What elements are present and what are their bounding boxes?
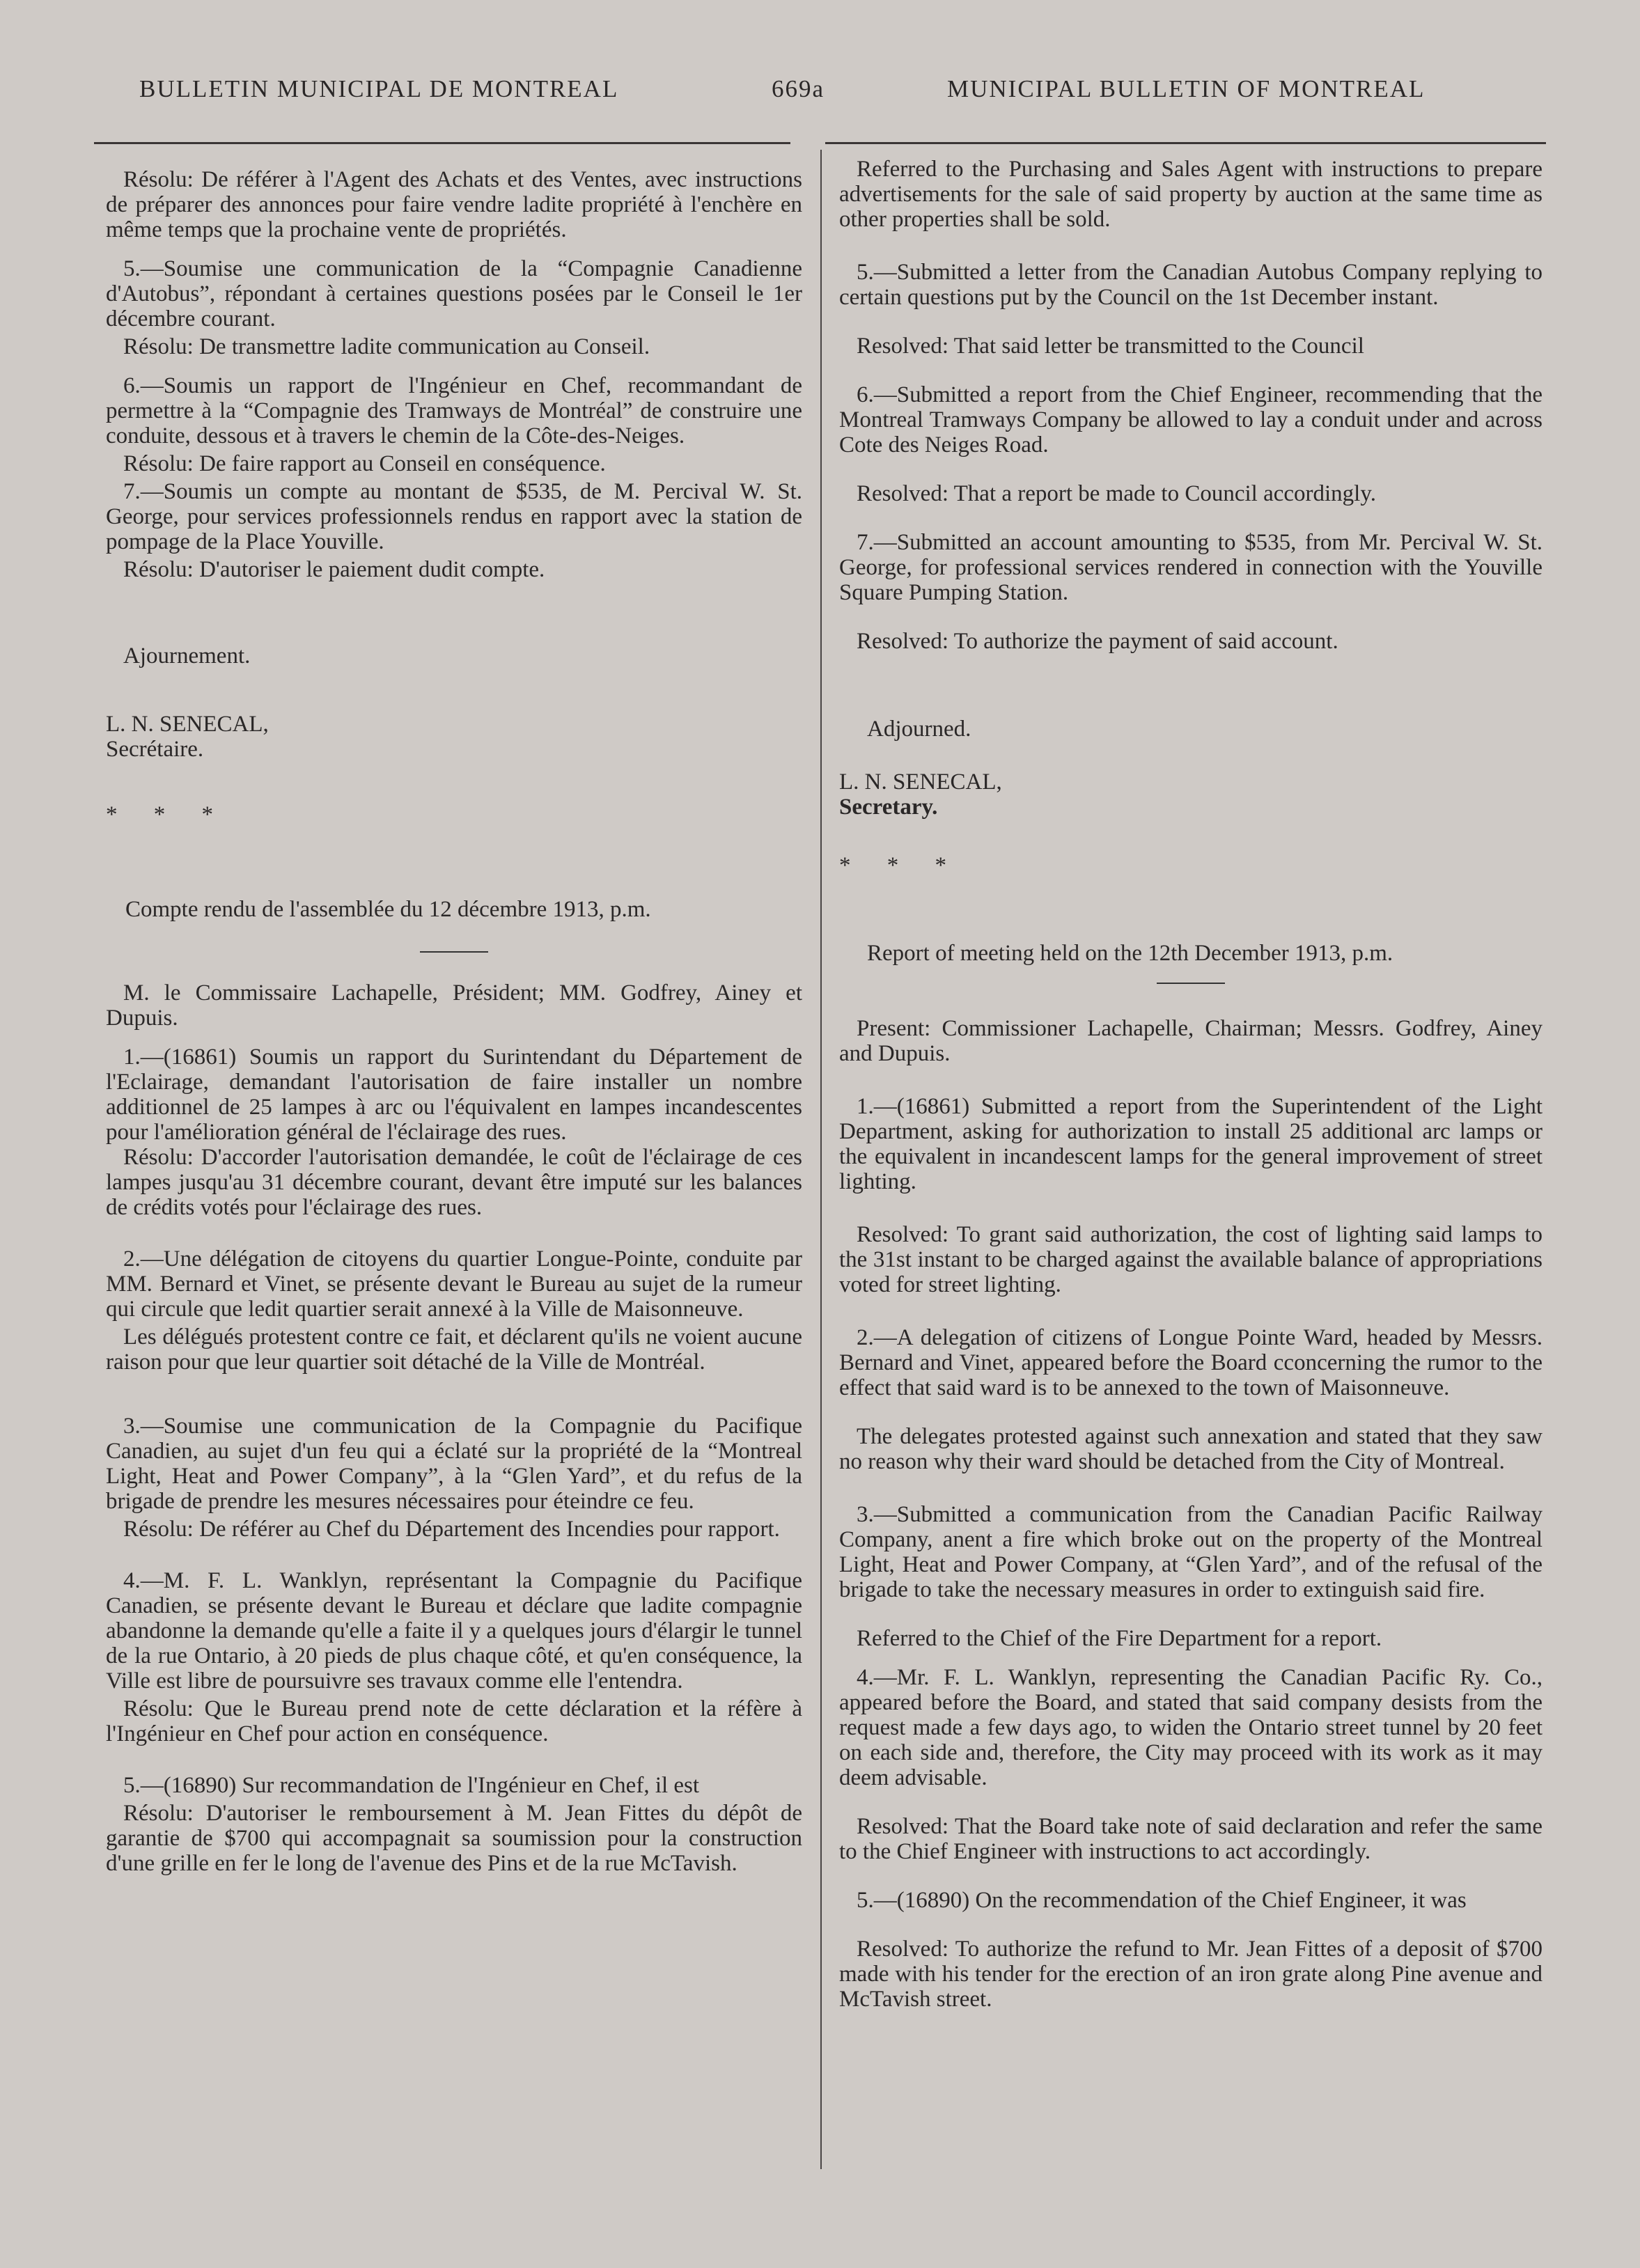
en-item: Resolved: To grant said authorization, the cost of lighting said lamps to the 31st instant to be charged against the available balance of appropriations voted for street lighting. <box>839 1222 1543 1297</box>
en-item: Referred to the Chief of the Fire Department for a report. <box>857 1626 1382 1651</box>
fr-item: Résolu: D'autoriser le remboursement à M. Jean Fittes du dépôt de garantie de $700 qui accompagnait sa soumission pour la construction d'une grille en fer le long de l'avenue des Pins et de la rue McTavish. <box>106 1801 802 1876</box>
fr-attendance: M. le Commissaire Lachapelle, Président; MM. Godfrey, Ainey et Dupuis. <box>106 980 802 1031</box>
header-rule-right <box>825 142 1546 144</box>
header-rule-left <box>94 142 790 144</box>
fr-paragraph: Résolu: D'autoriser le paiement dudit compte. <box>123 557 545 582</box>
en-item: 1.—(16861) Submitted a report from the Superintendent of the Light Department, asking for authorization to install 25 additional arc lamps or the equivalent in incandescent lamps for the general improvement of street lighting. <box>839 1094 1543 1194</box>
en-paragraph: Referred to the Purchasing and Sales Agent with instructions to prepare advertisements for the sale of said property by auction at the same time as other properties shall be sold. <box>839 157 1543 232</box>
fr-item: Résolu: De référer au Chef du Département des Incendies pour rapport. <box>123 1517 780 1542</box>
fr-paragraph: Résolu: De faire rapport au Conseil en conséquence. <box>123 451 606 476</box>
en-item: 4.—Mr. F. L. Wanklyn, representing the Canadian Pacific Ry. Co., appeared before the Board, and stated that said company desists from the request made a few days ago, to widen the Ontario street tunnel by 20 feet on each side and, therefore, the City may proceed with its work as it may deem advisable. <box>839 1665 1543 1790</box>
en-meeting-title: Report of meeting held on the 12th December 1913, p.m. <box>867 941 1393 966</box>
fr-item: Résolu: D'accorder l'autorisation demandée, le coût de l'éclairage de ces lampes jusqu'au 31 décembre courant, devant être imputé sur les balances de crédits votés pour l'éclairage des rues. <box>106 1145 802 1220</box>
fr-paragraph: Résolu: De transmettre ladite communication au Conseil. <box>123 334 650 359</box>
en-paragraph: Resolved: That said letter be transmitted to the Council <box>857 334 1364 359</box>
en-paragraph: 6.—Submitted a report from the Chief Engineer, recommending that the Montreal Tramways Company be allowed to lay a conduit under and across Cote des Neiges Road. <box>839 382 1543 457</box>
en-signature-name: L. N. SENECAL, <box>839 769 1002 795</box>
en-item: 2.—A delegation of citizens of Longue Pointe Ward, headed by Messrs. Bernard and Vinet, appeared before the Board cconcerning the rumor to the effect that said ward is to be annexed to the town of Maisonneuve. <box>839 1325 1543 1400</box>
fr-item: 2.—Une délégation de citoyens du quartier Longue-Pointe, conduite par MM. Bernard et Vinet, se présente devant le Bureau au sujet de la rumeur qui circule que ledit quartier serait annexé à la Ville de Maisonneuve. <box>106 1246 802 1322</box>
english-column <box>839 157 1543 2012</box>
en-signature-title: Secretary. <box>839 795 938 820</box>
en-paragraph: Resolved: That a report be made to Council accordingly. <box>857 481 1376 506</box>
en-item: 3.—Submitted a communication from the Canadian Pacific Railway Company, anent a fire which broke out on the property of the Montreal Light, Heat and Power Company, at “Glen Yard”, and of the refusal of the brigade to take the necessary measures in order to extinguish said fire. <box>839 1502 1543 1602</box>
en-attendance: Present: Commissioner Lachapelle, Chairman; Messrs. Godfrey, Ainey and Dupuis. <box>839 1016 1543 1066</box>
en-short-rule <box>1157 983 1225 984</box>
fr-signature-title: Secrétaire. <box>106 737 204 762</box>
en-item: 5.—(16890) On the recommendation of the Chief Engineer, it was <box>857 1888 1467 1913</box>
fr-paragraph: 7.—Soumis un compte au montant de $535, de M. Percival W. St. George, pour services professionnels rendus en rapport avec la station de pompage de la Place Youville. <box>106 479 802 554</box>
page-number: 669a <box>772 75 825 102</box>
fr-paragraph: 6.—Soumis un rapport de l'Ingénieur en Chef, recommandant de permettre à la “Compagnie des Tramways de Montréal” de construire une conduite, dessous et à travers le chemin de la Côte-des-Neiges. <box>106 373 802 448</box>
en-item: The delegates protested against such annexation and stated that they saw no reason why their ward should be detached from the City of Montreal. <box>839 1424 1543 1474</box>
en-item: Resolved: To authorize the refund to Mr. Jean Fittes of a deposit of $700 made with his tender for the erection of an iron grate along Pine avenue and McTavish street. <box>839 1937 1543 2012</box>
fr-item: 3.—Soumise une communication de la Compagnie du Pacifique Canadien, au sujet d'un feu qui a éclaté sur la propriété de la “Montreal Light, Heat and Power Company”, à la “Glen Yard”, et du refus de la brigade de prendre les mesures nécessaires pour éteindre ce feu. <box>106 1414 802 1514</box>
fr-meeting-title: Compte rendu de l'assemblée du 12 décembre 1913, p.m. <box>125 897 651 922</box>
fr-item: 1.—(16861) Soumis un rapport du Surintendant du Département de l'Eclairage, demandant l'autorisation de faire installer un nombre additionnel de 25 lampes à arc ou l'équivalent en lampes incandescentes pour l'amélioration général de l'éclairage des rues. <box>106 1045 802 1145</box>
fr-item: 4.—M. F. L. Wanklyn, représentant la Compagnie du Pacifique Canadien, se présente devant le Bureau et déclare que ladite compagnie abandonne la demande qu'elle a faite il y a quelques jours d'élargir le tunnel de la rue Ontario, à 20 pieds de plus chaque côté, et qu'en conséquence, la Ville est libre de poursuivre ses travaux comme elle l'entendra. <box>106 1568 803 1694</box>
fr-paragraph: Résolu: De référer à l'Agent des Achats et des Ventes, avec instructions de préparer des annonces pour faire vendre ladite propriété à l'enchère en même temps que la prochaine vente de propriétés. <box>106 167 802 242</box>
fr-item: Les délégués protestent contre ce fait, et déclarent qu'ils ne voient aucune raison pour que leur quartier soit détaché de la Ville de Montréal. <box>106 1324 802 1375</box>
en-paragraph: Resolved: To authorize the payment of said account. <box>857 629 1338 654</box>
running-header-french: BULLETIN MUNICIPAL DE MONTREAL <box>139 75 619 102</box>
fr-item: Résolu: Que le Bureau prend note de cette déclaration et la réfère à l'Ingénieur en Chef pour action en conséquence. <box>106 1696 802 1746</box>
fr-short-rule <box>420 951 488 953</box>
en-item: Resolved: That the Board take note of said declaration and refer the same to the Chief Engineer with instructions to act accordingly. <box>839 1814 1543 1864</box>
fr-separator: * * * <box>106 802 228 827</box>
en-paragraph: 5.—Submitted a letter from the Canadian Autobus Company replying to certain questions put by the Council on the 1st December instant. <box>839 260 1543 310</box>
en-separator: * * * <box>839 853 962 878</box>
fr-adjournment: Ajournement. <box>123 643 251 668</box>
en-adjournment: Adjourned. <box>867 717 971 742</box>
en-paragraph: 7.—Submitted an account amounting to $535, from Mr. Percival W. St. George, for professional services rendered in connection with the Youville Square Pumping Station. <box>839 530 1543 605</box>
fr-item: 5.—(16890) Sur recommandation de l'Ingénieur en Chef, il est <box>123 1773 700 1798</box>
column-divider <box>820 150 822 2169</box>
running-header-english: MUNICIPAL BULLETIN OF MONTREAL <box>947 75 1426 102</box>
french-column <box>106 167 802 1876</box>
fr-signature-name: L. N. SENECAL, <box>106 712 269 737</box>
fr-paragraph: 5.—Soumise une communication de la “Compagnie Canadienne d'Autobus”, répondant à certaines questions posées par le Conseil le 1er décembre courant. <box>106 256 802 331</box>
